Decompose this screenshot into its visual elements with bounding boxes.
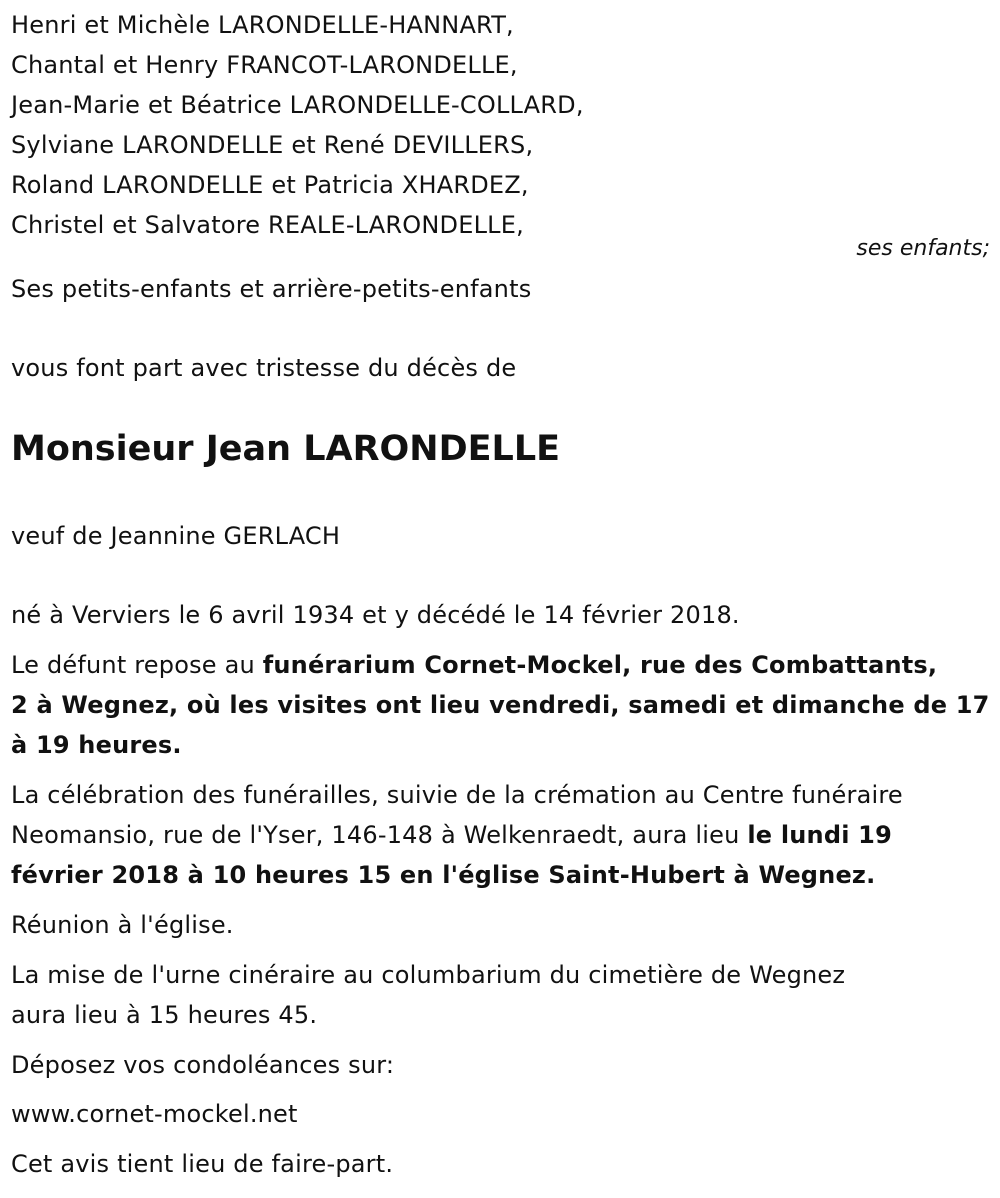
widower-line: veuf de Jeannine GERLACH [11,522,341,550]
child-line: Roland LARONDELLE et Patricia XHARDEZ, [11,171,529,199]
repose-bold-1: funérarium Cornet-Mockel, rue des Combattants, [262,651,938,679]
child-line: Christel et Salvatore REALE-LARONDELLE, [11,211,524,239]
ceremony-line-1: La célébration des funérailles, suivie de la crémation au Centre funéraire [11,781,903,809]
birth-death-line: né à Verviers le 6 avril 1934 et y décédé le 14 février 2018. [11,601,740,629]
urn-line-2: aura lieu à 15 heures 45. [11,1001,318,1029]
website-link[interactable]: www.cornet-mockel.net [11,1100,298,1128]
child-line: Sylviane LARONDELLE et René DEVILLERS, [11,131,534,159]
repose-line-2: 2 à Wegnez, où les visites ont lieu vendredi, samedi et dimanche de 17 [11,691,990,719]
grandchildren-line: Ses petits-enfants et arrière-petits-enfants [11,275,532,303]
ceremony-prefix: Neomansio, rue de l'Yser, 146-148 à Welkenraedt, aura lieu [11,821,748,849]
child-line: Chantal et Henry FRANCOT-LARONDELLE, [11,51,518,79]
repose-prefix: Le défunt repose au [11,651,263,679]
ceremony-bold-date: le lundi 19 [747,821,892,849]
urn-line-1: La mise de l'urne cinéraire au columbarium du cimetière de Wegnez [11,961,846,989]
deceased-name: Monsieur Jean LARONDELLE [11,429,561,469]
repose-line-1 [11,645,937,685]
child-line: Henri et Michèle LARONDELLE-HANNART, [11,11,514,39]
repose-line-3: à 19 heures. [11,731,182,759]
ceremony-line-2 [11,815,892,855]
ceremony-line-3: février 2018 à 10 heures 15 en l'église Saint-Hubert à Wegnez. [11,861,876,889]
reunion-line: Réunion à l'église. [11,911,234,939]
announce-line: vous font part avec tristesse du décès de [11,354,517,382]
child-line: Jean-Marie et Béatrice LARONDELLE-COLLARD, [11,91,584,119]
closing-line: Cet avis tient lieu de faire-part. [11,1150,394,1178]
children-label: ses enfants; [856,236,990,261]
condolences-label: Déposez vos condoléances sur: [11,1051,395,1079]
